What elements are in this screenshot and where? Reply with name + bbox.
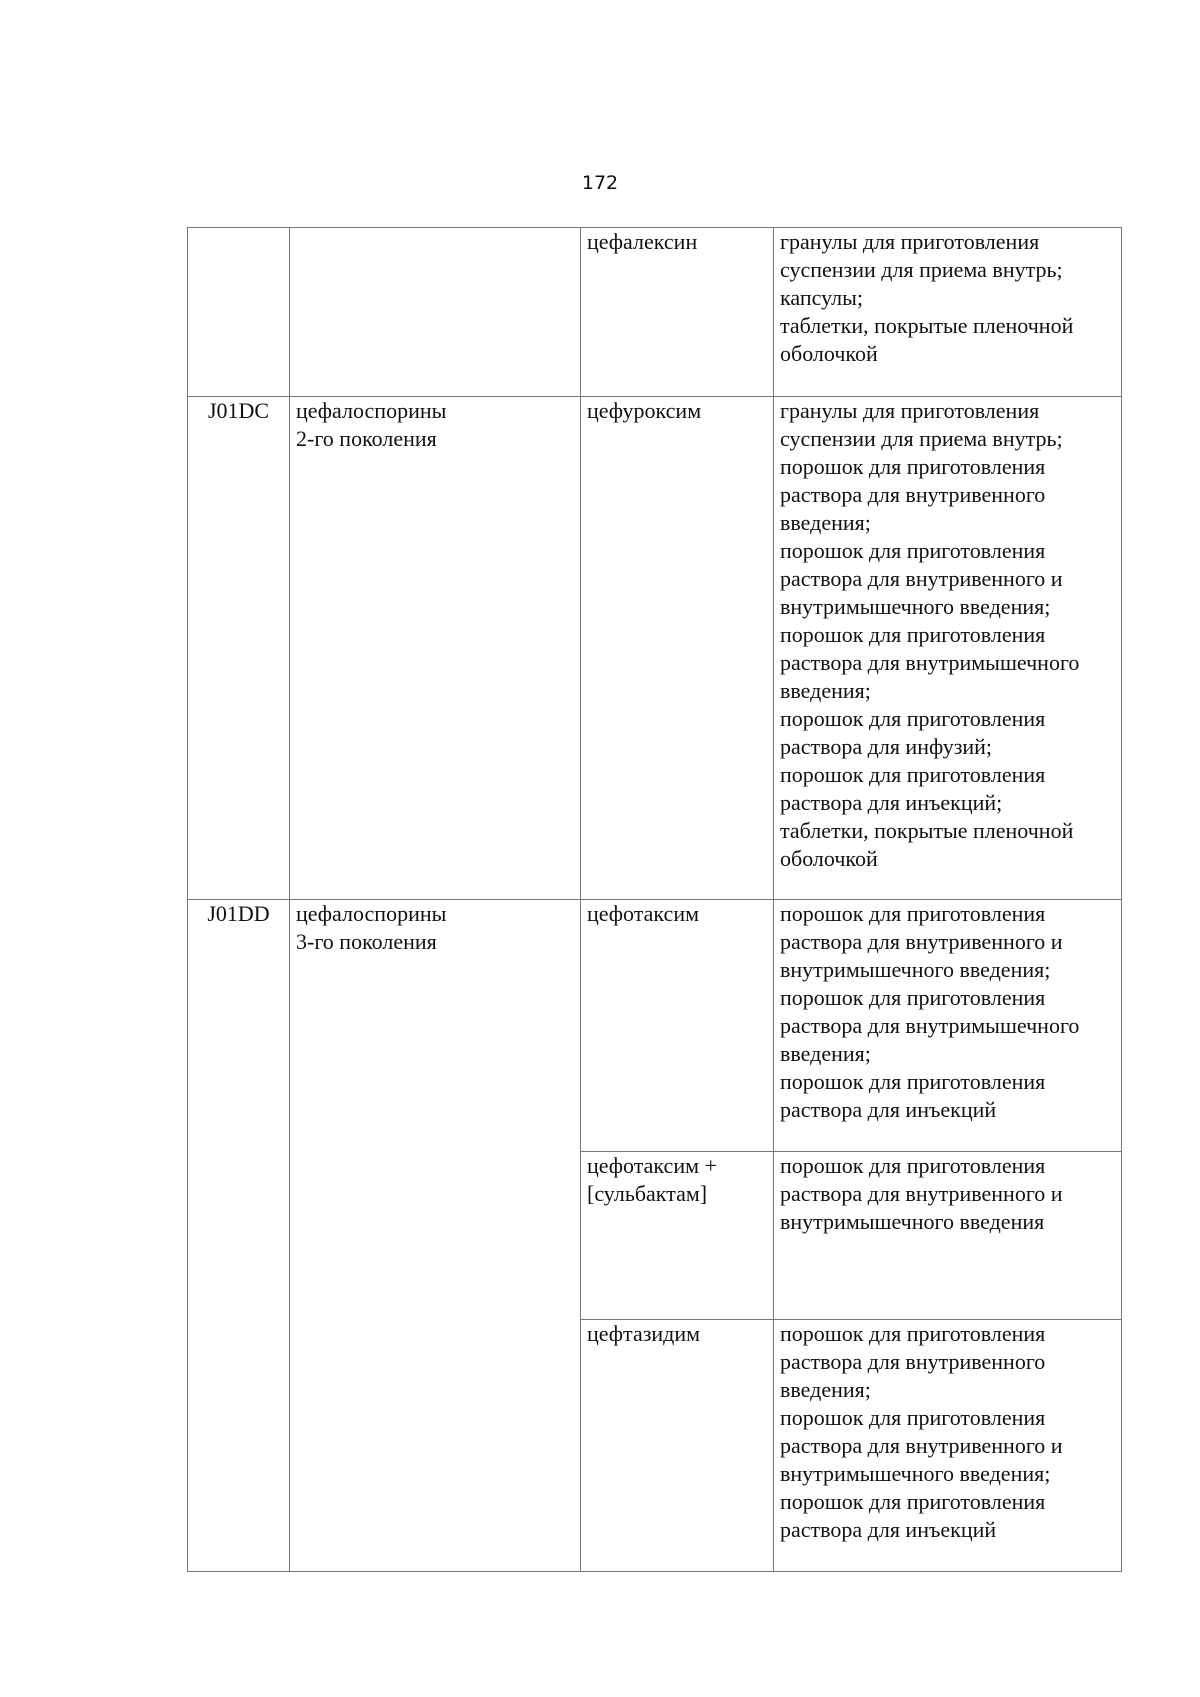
dosage-form-line: таблетки, покрытые пленочной bbox=[780, 818, 1074, 843]
atc-code-cell bbox=[188, 228, 290, 397]
dosage-form-line: введения; bbox=[780, 510, 871, 535]
dosage-form-line: оболочкой bbox=[780, 846, 878, 871]
dosage-form-line: капсулы; bbox=[780, 285, 863, 310]
group-name-line: 3-го поколения bbox=[296, 929, 437, 954]
dosage-form-line: раствора для внутривенного и bbox=[780, 1433, 1063, 1458]
drug-name-line: цефтазидим bbox=[587, 1321, 701, 1346]
dosage-form-line: суспензии для приема внутрь; bbox=[780, 426, 1063, 451]
dosage-form-line: порошок для приготовления bbox=[780, 454, 1046, 479]
drug-cell bbox=[581, 228, 774, 397]
dosage-forms-cell bbox=[774, 1152, 1122, 1320]
dosage-form-line: раствора для инъекций bbox=[780, 1517, 997, 1542]
group-cell bbox=[290, 397, 581, 900]
dosage-form-line: порошок для приготовления bbox=[780, 762, 1046, 787]
group-cell bbox=[290, 228, 581, 397]
table-row bbox=[188, 228, 1122, 397]
dosage-form-line: гранулы для приготовления bbox=[780, 229, 1040, 254]
dosage-form-line: введения; bbox=[780, 1377, 871, 1402]
dosage-form-line: гранулы для приготовления bbox=[780, 398, 1040, 423]
dosage-form-line: раствора для внутримышечного bbox=[780, 650, 1080, 675]
drug-cell bbox=[581, 1320, 774, 1572]
dosage-form-line: порошок для приготовления bbox=[780, 1069, 1046, 1094]
dosage-form-line: внутримышечного введения bbox=[780, 1209, 1045, 1234]
dosage-form-line: введения; bbox=[780, 1041, 871, 1066]
drug-cell bbox=[581, 900, 774, 1152]
group-name-line: цефалоспорины bbox=[296, 398, 447, 423]
dosage-forms-cell bbox=[774, 397, 1122, 900]
dosage-form-line: порошок для приготовления bbox=[780, 1321, 1046, 1346]
dosage-form-line: раствора для инъекций; bbox=[780, 790, 1003, 815]
group-name-line: 2-го поколения bbox=[296, 426, 437, 451]
drug-name-line: цефалексин bbox=[587, 229, 698, 254]
dosage-forms-cell bbox=[774, 1320, 1122, 1572]
dosage-form-line: раствора для внутримышечного bbox=[780, 1013, 1080, 1038]
drug-table bbox=[187, 227, 1122, 1572]
atc-code-cell bbox=[188, 900, 290, 1572]
dosage-form-line: внутримышечного введения; bbox=[780, 957, 1051, 982]
dosage-form-line: порошок для приготовления bbox=[780, 1405, 1046, 1430]
dosage-form-line: таблетки, покрытые пленочной bbox=[780, 313, 1074, 338]
dosage-forms-cell bbox=[774, 900, 1122, 1152]
dosage-form-line: порошок для приготовления bbox=[780, 985, 1046, 1010]
dosage-form-line: раствора для внутривенного и bbox=[780, 929, 1063, 954]
drug-cell bbox=[581, 1152, 774, 1320]
dosage-form-line: порошок для приготовления bbox=[780, 706, 1046, 731]
dosage-form-line: порошок для приготовления bbox=[780, 538, 1046, 563]
dosage-form-line: оболочкой bbox=[780, 341, 878, 366]
group-name-line: цефалоспорины bbox=[296, 901, 447, 926]
dosage-form-line: введения; bbox=[780, 678, 871, 703]
dosage-form-line: раствора для внутривенного bbox=[780, 482, 1046, 507]
atc-code: J01DD bbox=[207, 901, 270, 926]
drug-cell bbox=[581, 397, 774, 900]
drug-name-line: цефотаксим bbox=[587, 901, 700, 926]
page-number: 172 bbox=[581, 172, 619, 194]
dosage-form-line: раствора для инфузий; bbox=[780, 734, 993, 759]
dosage-form-line: раствора для внутривенного и bbox=[780, 566, 1063, 591]
drug-name-line: цефотаксим + bbox=[587, 1153, 717, 1178]
table-row bbox=[188, 397, 1122, 900]
drug-name-line: [сульбактам] bbox=[587, 1181, 708, 1206]
dosage-form-line: раствора для внутривенного и bbox=[780, 1181, 1063, 1206]
dosage-form-line: суспензии для приема внутрь; bbox=[780, 257, 1063, 282]
drug-name-line: цефуроксим bbox=[587, 398, 702, 423]
group-cell bbox=[290, 900, 581, 1572]
dosage-form-line: порошок для приготовления bbox=[780, 1489, 1046, 1514]
dosage-form-line: порошок для приготовления bbox=[780, 1153, 1046, 1178]
dosage-forms-cell bbox=[774, 228, 1122, 397]
dosage-form-line: порошок для приготовления bbox=[780, 901, 1046, 926]
dosage-form-line: внутримышечного введения; bbox=[780, 594, 1051, 619]
dosage-form-line: раствора для внутривенного bbox=[780, 1349, 1046, 1374]
table-row bbox=[188, 900, 1122, 1152]
dosage-form-line: внутримышечного введения; bbox=[780, 1461, 1051, 1486]
dosage-form-line: раствора для инъекций bbox=[780, 1097, 997, 1122]
dosage-form-line: порошок для приготовления bbox=[780, 622, 1046, 647]
atc-code: J01DC bbox=[207, 398, 270, 423]
atc-code-cell bbox=[188, 397, 290, 900]
